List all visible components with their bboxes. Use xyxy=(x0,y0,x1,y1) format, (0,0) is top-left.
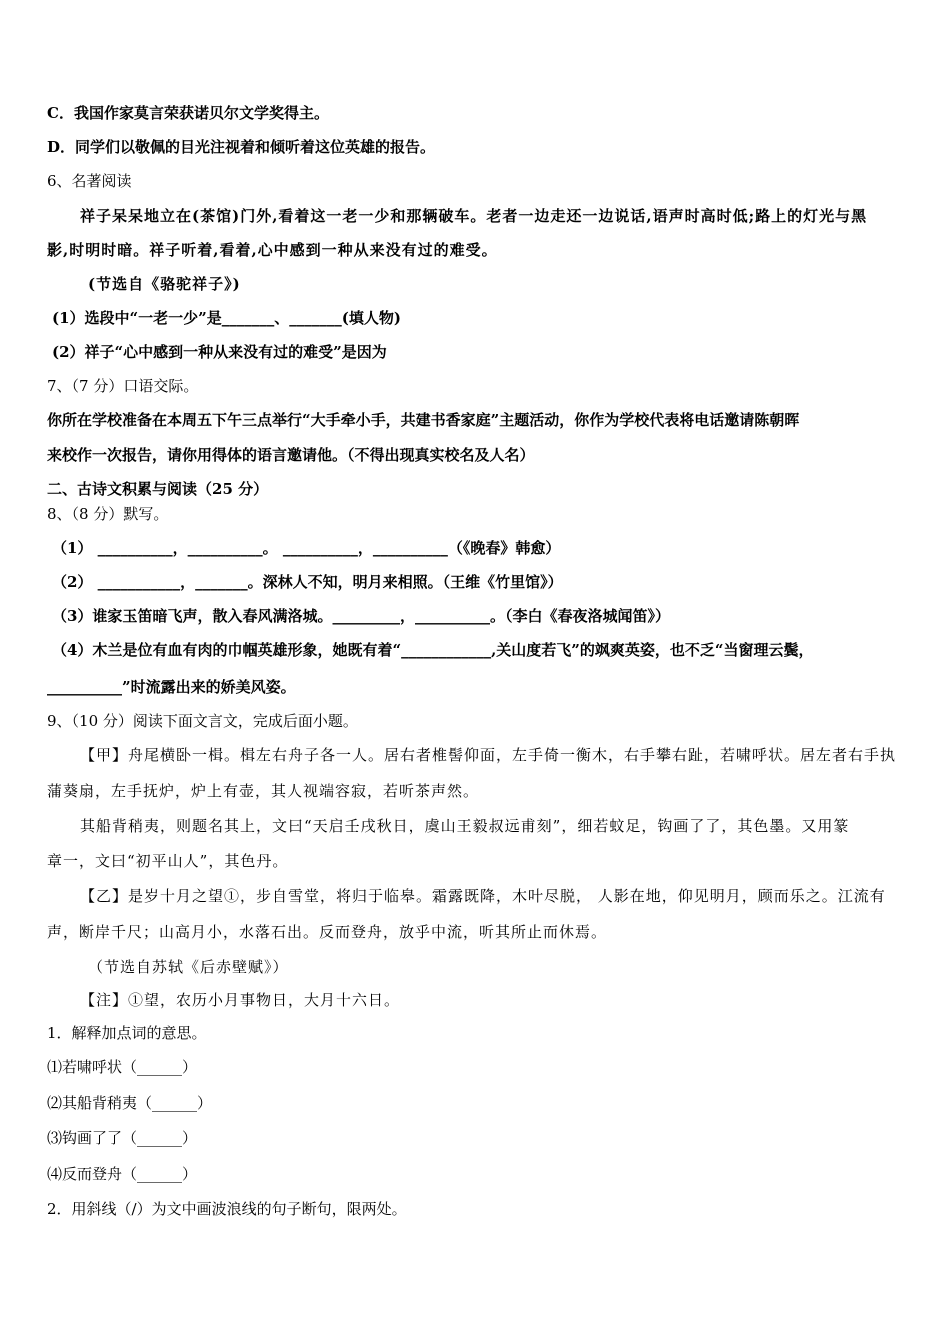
q9-yi-line2: 声，断岸千尺；山高月小，水落石出。反而登舟，放乎中流，听其所止而休焉。 xyxy=(47,923,608,941)
q9-title: 9、（10 分）阅读下面文言文，完成后面小题。 xyxy=(47,712,358,730)
q6-source: (节选自《骆驼祥子》) xyxy=(88,275,241,293)
subquestion-1-item-3: ⑶钩画了了（______） xyxy=(47,1129,198,1147)
q7-passage-line2: 来校作一次报告，请你用得体的语言邀请他。（不得出现真实校名及人名） xyxy=(47,446,535,464)
section-2-heading: 二、古诗文积累与阅读（25 分） xyxy=(47,480,269,498)
subquestion-1-title: 1．解释加点词的意思。 xyxy=(47,1024,207,1042)
q7-passage-line1: 你所在学校准备在本周五下午三点举行“大手牵小手，共建书香家庭”主题活动，你作为学校代表将电话邀请陈朝晖 xyxy=(47,411,800,429)
q5-option-d: D．同学们以敬佩的目光注视着和倾听着这位英雄的报告。 xyxy=(47,138,436,156)
q7-title: 7、（7 分）口语交际。 xyxy=(47,377,199,395)
subquestion-1-item-2: ⑵其船背稍夷（______） xyxy=(47,1094,213,1112)
q6-title: 6、名著阅读 xyxy=(47,172,132,190)
q9-jia-line4: 章一，文曰“初平山人”，其色丹。 xyxy=(47,852,289,870)
q9-jia-line3: 其船背稍夷，则题名其上，文曰“天启壬戌秋日，虞山王毅叔远甫刻”，细若蚊足，钩画了了，其色墨。又用篆 xyxy=(80,817,850,835)
q6-passage-line2: 影,时明时暗。祥子听着,看着,心中感到一种从来没有过的难受。 xyxy=(47,241,498,259)
subquestion-1-item-4: ⑷反而登舟（______） xyxy=(47,1165,198,1183)
q6-subquestion-1: (1）选段中“一老一少”是_______、_______(填人物) xyxy=(52,309,401,327)
q5-option-c: C．我国作家莫言荣获诺贝尔文学奖得主。 xyxy=(47,104,329,122)
q8-item-4-line2: __________”时流露出来的娇美风姿。 xyxy=(47,678,296,696)
q8-title: 8、（8 分）默写。 xyxy=(47,505,169,523)
q6-passage-line1: 祥子呆呆地立在(茶馆)门外,看着这一老一少和那辆破车。老者一边走还一边说话,语声时高时低;路上的灯光与黑 xyxy=(80,207,868,225)
q8-item-4-line1: （4）木兰是位有血有肉的巾帼英雄形象，她既有着“____________,关山度若飞”的飒爽英姿，也不乏“当窗理云鬓， xyxy=(52,641,814,659)
subquestion-2-title: 2．用斜线（/）为文中画波浪线的句子断句，限两处。 xyxy=(47,1200,407,1218)
q9-yi-line1: 【乙】是岁十月之望①，步自雪堂，将归于临皋。霜露既降，木叶尽脱， 人影在地，仰见明月，顾而乐之。江流有 xyxy=(80,887,886,905)
q6-subquestion-2: (2）祥子“心中感到一种从来没有过的难受”是因为 xyxy=(52,343,387,361)
q9-note: 【注】①望，农历小月事物日，大月十六日。 xyxy=(80,991,401,1009)
subquestion-1-item-1: ⑴若啸呼状（______） xyxy=(47,1058,198,1076)
q8-item-3: （3）谁家玉笛暗飞声，散入春风满洛城。_________，__________。（李白《春夜洛城闻笛》） xyxy=(52,607,670,625)
q8-item-2: （2） ___________，_______。深林人不知，明月来相照。（王维《竹里馆》） xyxy=(52,573,563,591)
q9-source: （节选自苏轼《后赤壁赋》） xyxy=(88,958,289,976)
q9-jia-line2: 蒲葵扇，左手抚炉，炉上有壶，其人视端容寂，若听茶声然。 xyxy=(47,782,480,800)
q9-jia-line1: 【甲】舟尾横卧一楫。楫左右舟子各一人。居右者椎髻仰面，左手倚一衡木，右手攀右趾，若啸呼状。居左者右手执 xyxy=(80,746,897,764)
q8-item-1: （1） __________，__________。 __________，__________（《晚春》韩愈） xyxy=(52,539,561,557)
